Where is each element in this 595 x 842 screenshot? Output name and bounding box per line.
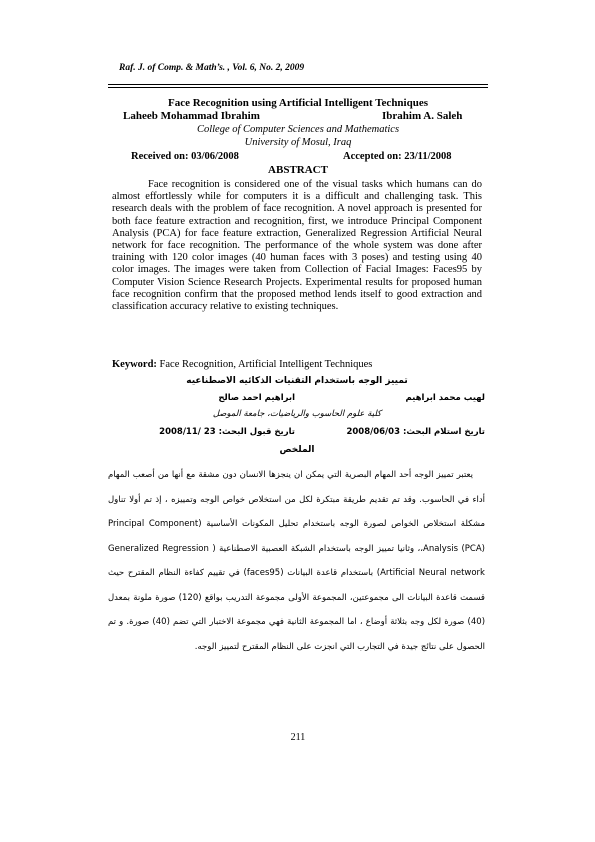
paper-title: Face Recognition using Artificial Intelligent Techniques <box>167 97 429 109</box>
arabic-affiliation: كلية علوم الحاسوب والرياضيات، جامعة الموصل <box>212 409 382 419</box>
header-rule-bottom <box>108 87 488 88</box>
keywords-label: Keyword: <box>112 359 157 370</box>
affiliation-college: College of Computer Sciences and Mathematics <box>196 124 400 135</box>
journal-header: Raf. J. of Comp. & Math’s. , Vol. 6, No. 2, 2009 <box>119 63 305 73</box>
abstract-heading: ABSTRACT <box>268 164 328 176</box>
arabic-accepted-date: تاريخ قبول البحث: 23 /2008/11 <box>159 427 295 437</box>
received-date: Received on: 03/06/2008 <box>131 151 239 162</box>
header-rule-top <box>108 84 488 85</box>
arabic-received-date: تاريخ استلام البحث: 2008/06/03 <box>346 427 485 437</box>
author-1: Laheeb Mohammad Ibrahim <box>123 110 260 122</box>
arabic-summary-heading: الملخص <box>279 445 315 455</box>
page-number: 211 <box>290 732 306 743</box>
arabic-author-1: لهيب محمد ابراهيم <box>405 393 485 403</box>
arabic-title: تمييز الوجه باستخدام التقنيات الذكائيه الاصطناعيه <box>186 376 408 386</box>
arabic-summary-text: يعتبر تمييز الوجه أحد المهام البصرية التي يمكن ان ينجزها الانسان دون مشقة مع أنها من أصعب المهام أداء في الحاسوب. وقد تم تقديم طريقة مبتكرة لكل من استخلاص خواص الوجه وتمييزه ، إذ تم أولا تناول مشكلة استخلاص الخواص لصورة الوجه باستخدام تحليل المكونات الأساسية (Principal Component Analysis (PCA)،، وثانيا تمييز الوجه باستخدام الشبكة العصبية الاصطناعية ( Generalized Regression Artificial Neural network) باستخدام قاعدة البيانات (faces95) في تقييم كفاءة النظام المقترح حيث قسمت قاعدة البيانات الى مجموعتين، المجموعة الأولى مجموعة التدريب بواقع (120) صورة ملونة بمعدل (40) صورة لكل وجه بثلاثة أوضاع ، اما المجموعة الثانية فهي مجموعة الاختبار التي تضم (40) صورة. و تم الحصول على نتائج جيدة في التجارب التي انجزت على النظام المقترح لتمييز الوجه. <box>108 470 486 652</box>
author-2: Ibrahim A. Saleh <box>382 110 463 122</box>
accepted-date: Accepted on: 23/11/2008 <box>343 151 452 162</box>
arabic-author-2: ابراهيم احمد صالح <box>218 393 295 403</box>
abstract-text: Face recognition is considered one of the visual tasks which humans can do almost effortlessly while for computers it is a difficult and challenging task. This research deals with the problem of face recognition. A novel approach is presented for both face feature extraction and recognition, first, we introduce Principal Component Analysis (PCA) for face feature extraction, Generalized Regression Artificial Neural network for face recognition. The performance of the whole system was done after training with 120 color images (40 human faces with 3 poses) and testing using 40 color images. The images were taken from Collection of Facial Images: Faces95 by Computer Vision Science Research Projects. Experimental results for proposed human face recognition confirm that the proposed method lends itself to good extraction and classification accuracy relative to existing techniques. <box>112 179 482 313</box>
affiliation-university: University of Mosul, Iraq <box>244 137 352 148</box>
keywords-text: Face Recognition, Artificial Intelligent Techniques <box>159 359 373 370</box>
keywords-line <box>112 359 492 370</box>
